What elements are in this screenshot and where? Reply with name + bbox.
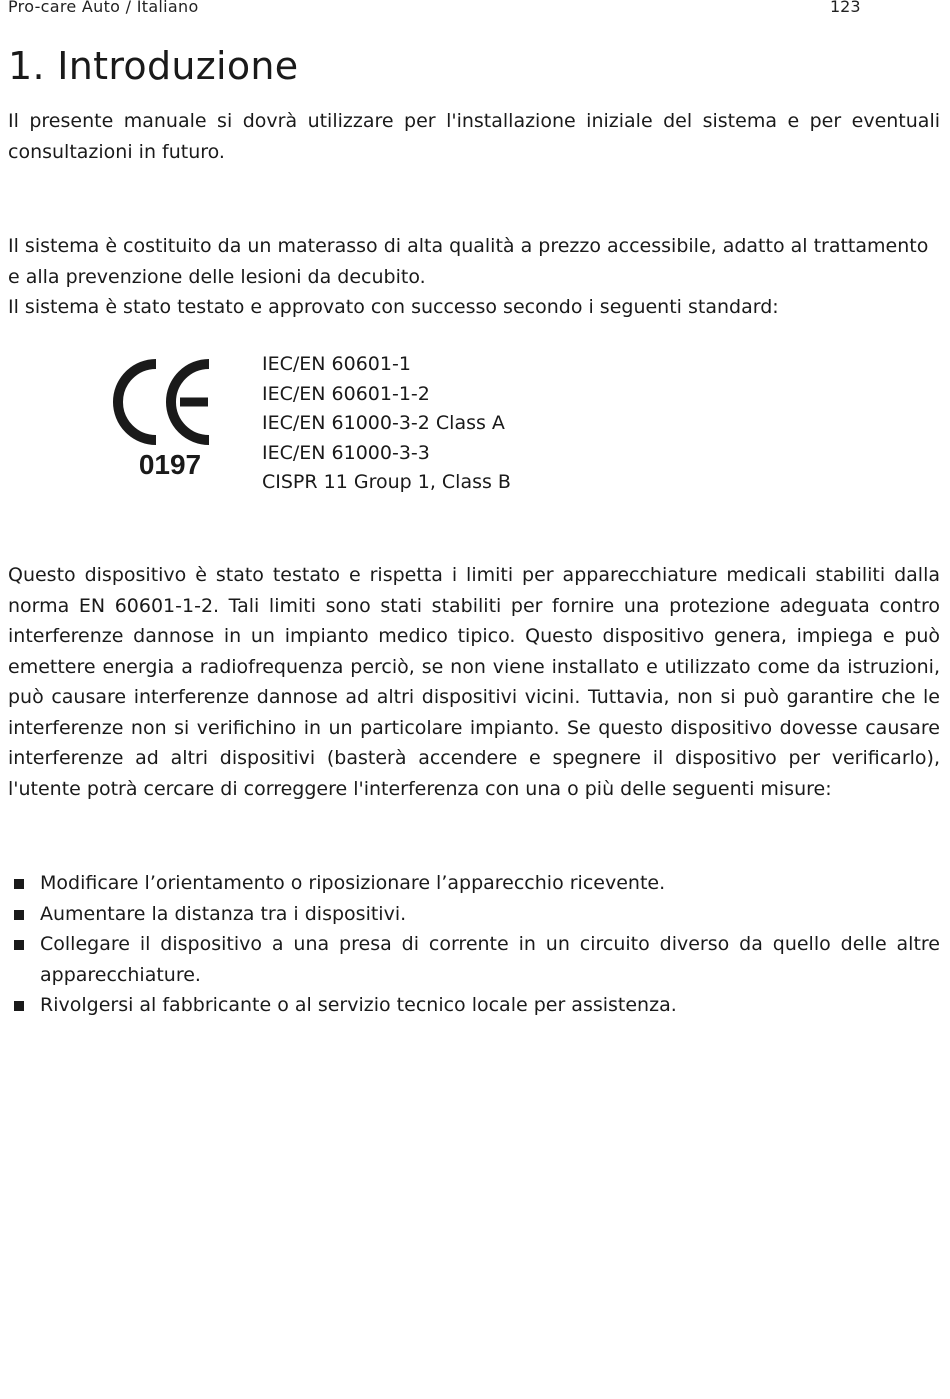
svg-text:0197: 0197 — [138, 449, 202, 480]
device-paragraph: Questo dispositivo è stato testato e rispetta i limiti per apparecchiature medicali stabiliti dalla norma EN 60601-1-2. Tali limiti sono stati stabiliti per fornire una protezione adeguata contro interferenze dannose in un impianto medico tipico. Questo dispositivo genera, impiega e può emettere energia a radiofrequenza perciò, se non viene installato e utilizzato come da istruzioni, può causare interferenze dannose ad altri dispositivi vicini. Tuttavia, non si può garantire che le interferenze non si verifichino in un particolare impianto. Se questo dispositivo dovesse causare interferenze ad altri dispositivi (basterà accendere e spegnere il dispositivo per verificarlo), l'utente potrà cercare di correggere l'interferenza con una o più delle seguenti misure: — [8, 564, 940, 800]
measure-item — [8, 899, 940, 930]
square-bullet-icon — [14, 879, 24, 889]
ce-mark-icon — [112, 356, 222, 480]
measure-item — [8, 868, 940, 899]
standards-intro: Il sistema è stato testato e approvato con successo secondo i seguenti standard: — [8, 296, 779, 318]
intro-paragraph: Il presente manuale si dovrà utilizzare per l'installazione iniziale del sistema e per eventuali consultazioni in futuro. — [8, 110, 940, 163]
system-paragraph — [8, 231, 940, 323]
square-bullet-icon — [14, 1001, 24, 1011]
running-header: Pro-care Auto / Italiano — [8, 0, 199, 16]
square-bullet-icon — [14, 940, 24, 950]
standards-list — [262, 350, 511, 498]
measure-item — [8, 990, 940, 1021]
measure-text: Collegare il dispositivo a una presa di corrente in un circuito diverso da quello delle altre apparecchiature. — [40, 933, 940, 986]
standard-item: IEC/EN 61000-3-3 — [262, 441, 430, 464]
ce-mark-logo — [112, 356, 222, 480]
standard-item: IEC/EN 61000-3-2 Class A — [262, 412, 505, 434]
square-bullet-icon — [14, 910, 24, 920]
measure-text: Modificare l’orientamento o riposizionare l’apparecchio ricevente. — [40, 872, 666, 894]
section-title: 1. Introduzione — [8, 44, 299, 88]
measure-item — [8, 929, 940, 990]
measures-list — [8, 868, 940, 1021]
standard-item: IEC/EN 60601-1 — [262, 353, 411, 375]
system-description: Il sistema è costituito da un materasso di alta qualità a prezzo accessibile, adatto al trattamento e alla prevenzione delle lesioni da decubito. — [8, 235, 929, 288]
measure-text: Aumentare la distanza tra i dispositivi. — [40, 902, 407, 925]
standard-item: CISPR 11 Group 1, Class B — [262, 471, 511, 493]
page-number: 123 — [830, 0, 861, 16]
measure-text: Rivolgersi al fabbricante o al servizio tecnico locale per assistenza. — [40, 994, 677, 1016]
standard-item: IEC/EN 60601-1-2 — [262, 382, 430, 405]
